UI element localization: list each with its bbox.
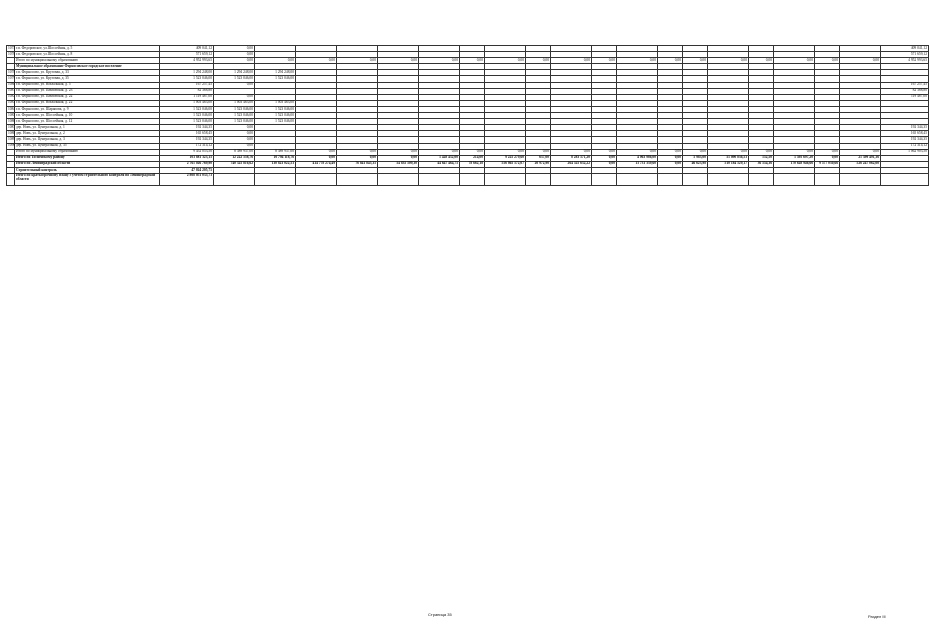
value-cell: 0,00 xyxy=(214,52,255,58)
value-cell: 130 823 022,53 xyxy=(255,161,296,167)
value-cell: 0,00 xyxy=(214,94,255,100)
value-cell: 0,00 xyxy=(485,149,526,155)
address-cell: Итого по муниципальному образованию xyxy=(15,149,160,155)
value-cell: 172 314,12 xyxy=(160,143,214,149)
value-cell xyxy=(749,173,774,185)
value-cell: 0,00 xyxy=(378,155,419,161)
value-cell: 8 283 571,20 xyxy=(551,155,592,161)
value-cell: 0,00 xyxy=(214,137,255,143)
address-cell: дер. Новь, ул. Центральная, д. 35 xyxy=(15,143,160,149)
value-cell: 47 024 205,75 xyxy=(160,167,214,173)
value-cell xyxy=(592,173,617,185)
value-cell: 82 368,80 xyxy=(881,88,929,94)
value-cell: 0,00 xyxy=(658,155,683,161)
value-cell: 0,00 xyxy=(617,58,658,64)
value-cell: 0,00 xyxy=(526,149,551,155)
value-cell: 571 659,12 xyxy=(881,52,929,58)
row-number: 1083 xyxy=(8,100,16,105)
program-table xyxy=(6,45,929,186)
value-cell: 0,00 xyxy=(214,58,255,64)
value-cell: 4 952 993,65 xyxy=(881,58,929,64)
value-cell xyxy=(296,173,337,185)
address-cell: г.п. Форносово, ул. Шарапова, д. 9 xyxy=(15,106,160,112)
row-number: 1086 xyxy=(8,118,16,123)
value-cell: 0,00 xyxy=(815,149,840,155)
value-cell: 1 428 432,00 xyxy=(419,155,460,161)
value-cell: 1 523 046,00 xyxy=(214,76,255,82)
address-cell: Итого по муниципальному образованию xyxy=(15,58,160,64)
value-cell xyxy=(815,173,840,185)
value-cell: 637,00 xyxy=(526,155,551,161)
value-cell: 10 794 118,76 xyxy=(255,155,296,161)
value-cell: 46 623,98 xyxy=(683,161,708,167)
value-cell: 1 523 046,00 xyxy=(255,106,296,112)
value-cell: 571 659,12 xyxy=(160,52,214,58)
value-cell: 0,00 xyxy=(708,149,749,155)
value-cell: 0,00 xyxy=(460,149,485,155)
value-cell: 172 314,12 xyxy=(881,143,929,149)
value-cell: 9 452 053,50 xyxy=(160,149,214,155)
section-label: Раздел III xyxy=(868,614,886,619)
value-cell: 1 003 463,00 xyxy=(214,100,255,106)
value-cell xyxy=(658,173,683,185)
value-cell xyxy=(460,173,485,185)
value-cell: 214,00 xyxy=(460,155,485,161)
value-cell: 192 344,35 xyxy=(160,137,214,143)
value-cell: 192 344,35 xyxy=(881,125,929,131)
row-number: 1090 xyxy=(8,143,16,148)
address-cell: г.п. Форносово, ул. Круговая, д. 35 xyxy=(15,76,160,82)
row-number xyxy=(7,173,15,185)
value-cell xyxy=(881,173,929,185)
value-cell: 0,00 xyxy=(296,155,337,161)
value-cell: 1 523 046,00 xyxy=(160,76,214,82)
value-cell: 1 523 046,00 xyxy=(160,113,214,119)
value-cell xyxy=(617,173,658,185)
value-cell: 1 523 046,00 xyxy=(255,119,296,125)
value-cell: 0,00 xyxy=(840,58,881,64)
row-number: 1087 xyxy=(8,124,16,129)
value-cell xyxy=(419,173,460,185)
value-cell: 1 523 046,00 xyxy=(160,119,214,125)
row-number: 1082 xyxy=(8,94,16,99)
row-number: 1079 xyxy=(8,76,16,81)
value-cell: 0,00 xyxy=(815,155,840,161)
value-cell: 0,00 xyxy=(658,161,683,167)
value-cell xyxy=(526,173,551,185)
value-cell: 21 399 491,36 xyxy=(840,155,881,161)
address-cell: г.п. Форносово, ул. Шоссейная, д. 12 xyxy=(15,119,160,125)
value-cell: 0,00 xyxy=(296,149,337,155)
summary-row xyxy=(7,173,929,185)
address-cell: г.п. Форносово, ул. Павловская, д. 23 xyxy=(15,88,160,94)
row-number: 1084 xyxy=(8,106,16,111)
row-number: 1089 xyxy=(8,137,16,142)
value-cell: 0,00 xyxy=(658,58,683,64)
address-cell: Строительный контроль xyxy=(15,167,160,173)
value-cell: 170 628 946,66 xyxy=(774,161,815,167)
value-cell: 1 595 697,20 xyxy=(774,155,815,161)
row-number: 1088 xyxy=(8,130,16,135)
address-cell: Итого по Тосненскому району xyxy=(15,155,160,161)
value-cell: 0,00 xyxy=(617,149,658,155)
value-cell: 1 294 248,00 xyxy=(160,70,214,76)
value-cell: 0,00 xyxy=(749,58,774,64)
value-cell: 0,00 xyxy=(214,46,255,52)
value-cell: 0,00 xyxy=(460,58,485,64)
value-cell: 103 881 323,15 xyxy=(160,155,214,161)
value-cell xyxy=(214,173,255,185)
value-cell: 78 662,18 xyxy=(460,161,485,167)
value-cell: 1 119 487,00 xyxy=(160,94,214,100)
value-cell: 0,00 xyxy=(378,58,419,64)
value-cell: 0,00 xyxy=(337,155,378,161)
value-cell: 0,00 xyxy=(683,149,708,155)
value-cell: 264 525 632,22 xyxy=(551,161,592,167)
value-cell: 167 257,45 xyxy=(160,82,214,88)
row-number: 1080 xyxy=(8,82,16,87)
value-cell: 0,00 xyxy=(592,161,617,167)
value-cell: 0,00 xyxy=(551,149,592,155)
value-cell: 0,00 xyxy=(214,131,255,137)
value-cell: 0,00 xyxy=(749,149,774,155)
value-cell: 8 389 937,00 xyxy=(255,149,296,155)
value-cell: 0,00 xyxy=(378,149,419,155)
row-number: 1075 xyxy=(8,45,16,50)
value-cell: 0,00 xyxy=(296,58,337,64)
value-cell: 167 257,45 xyxy=(881,82,929,88)
value-cell: 0,00 xyxy=(708,58,749,64)
value-cell: 1 523 046,00 xyxy=(214,113,255,119)
address-cell: г.п. Форносово, ул. Шоссейная, д. 10 xyxy=(15,113,160,119)
value-cell: 192 344,35 xyxy=(160,125,214,131)
value-cell: 0,00 xyxy=(337,58,378,64)
value-cell: 1 294 248,00 xyxy=(214,70,255,76)
value-cell: 1 523 046,00 xyxy=(160,106,214,112)
row-number: 1085 xyxy=(8,112,16,117)
value-cell: 409 041,12 xyxy=(160,46,214,52)
value-cell: 510 184 529,17 xyxy=(708,161,749,167)
value-cell xyxy=(840,173,881,185)
value-cell: 2 808 051 035,73 xyxy=(160,173,214,185)
page-number: Страница 35 xyxy=(428,612,452,617)
value-cell xyxy=(551,173,592,185)
value-cell: 8 389 937,00 xyxy=(214,149,255,155)
value-cell xyxy=(485,173,526,185)
value-cell: 0,00 xyxy=(419,149,460,155)
value-cell: 36 554,36 xyxy=(749,161,774,167)
value-cell: 1 523 046,00 xyxy=(255,76,296,82)
value-cell: 0,00 xyxy=(683,58,708,64)
value-cell: 9 225 279,60 xyxy=(485,155,526,161)
value-cell: 1 523 046,00 xyxy=(214,106,255,112)
value-cell: 119 487,00 xyxy=(881,94,929,100)
value-cell: 409 041,12 xyxy=(881,46,929,52)
address-cell: дер. Новь, ул. Центральная, д. 1 xyxy=(15,125,160,131)
value-cell: 556 865 572,07 xyxy=(485,161,526,167)
value-cell: 0,00 xyxy=(526,58,551,64)
value-cell: 165 658,45 xyxy=(881,131,929,137)
value-cell xyxy=(708,173,749,185)
address-cell: г.п. Форносово, ул. Павловская, д. 22 xyxy=(15,94,160,100)
value-cell: 0,00 xyxy=(592,155,617,161)
value-cell: 1 523 046,00 xyxy=(214,119,255,125)
value-cell: 526 247 062,00 xyxy=(840,161,881,167)
value-cell: 51 090 836,53 xyxy=(708,155,749,161)
value-cell xyxy=(337,173,378,185)
address-cell: г.п. Форносово, ул. Вокзальная, д. 5 xyxy=(15,82,160,88)
address-cell: дер. Новь, ул. Центральная, д. 2 xyxy=(15,131,160,137)
value-cell: 192 344,35 xyxy=(881,137,929,143)
value-cell: 1 062 903,50 xyxy=(881,149,929,155)
value-cell: 0,00 xyxy=(774,149,815,155)
value-cell: 0,00 xyxy=(337,149,378,155)
value-cell xyxy=(378,173,419,185)
value-cell xyxy=(683,173,708,185)
value-cell: 0,00 xyxy=(419,58,460,64)
value-cell: 0,00 xyxy=(551,58,592,64)
address-cell: дер. Новь, ул. Центральная, д. 3 xyxy=(15,137,160,143)
value-cell: 44 647 464,75 xyxy=(419,161,460,167)
address-cell: Итого по Ленинградской области xyxy=(15,161,160,167)
value-cell: 13 731 339,60 xyxy=(617,161,658,167)
value-cell: 1 523 046,00 xyxy=(255,113,296,119)
address-cell: г.п. Форносово, ул. Вокзальная, д. 22 xyxy=(15,100,160,106)
value-cell: 0,00 xyxy=(815,58,840,64)
value-cell: 152,50 xyxy=(749,155,774,161)
value-cell: 0,00 xyxy=(214,143,255,149)
value-cell: 4 063 986,00 xyxy=(617,155,658,161)
value-cell: 54 835 509,30 xyxy=(378,161,419,167)
value-cell: 0,00 xyxy=(592,149,617,155)
value-cell: 5 983,00 xyxy=(683,155,708,161)
value-cell: 740 325 816,62 xyxy=(214,161,255,167)
value-cell: 76 841 845,35 xyxy=(337,161,378,167)
value-cell: 9 577 030,66 xyxy=(815,161,840,167)
address-cell: Муниципальное образование Форносовское городское поселение xyxy=(15,64,160,70)
value-cell: 2 761 026 769,90 xyxy=(160,161,214,167)
value-cell: 0,00 xyxy=(774,58,815,64)
value-cell: 0,00 xyxy=(214,125,255,131)
value-cell: 82 368,80 xyxy=(160,88,214,94)
row-number: 1081 xyxy=(8,88,16,93)
value-cell: 12 222 558,76 xyxy=(214,155,255,161)
address-cell: г.п. Форносово, ул. Круговая, д. 33 xyxy=(15,70,160,76)
value-cell: 1 003 463,00 xyxy=(255,100,296,106)
value-cell: 1 294 248,00 xyxy=(255,70,296,76)
value-cell: 0,00 xyxy=(840,149,881,155)
value-cell xyxy=(255,173,296,185)
value-cell: 0,00 xyxy=(214,82,255,88)
row-number: 1078 xyxy=(8,70,16,75)
value-cell: 165 658,45 xyxy=(160,131,214,137)
value-cell: 4 952 993,65 xyxy=(160,58,214,64)
value-cell: 0,00 xyxy=(255,58,296,64)
value-cell: 0,00 xyxy=(485,58,526,64)
value-cell: 0,00 xyxy=(592,58,617,64)
value-cell xyxy=(774,173,815,185)
value-cell: 20 972,90 xyxy=(526,161,551,167)
address-cell: Итого по краткосрочному плану с учетом строительного контроля по Ленинградской области xyxy=(15,173,160,185)
value-cell: 1 003 463,00 xyxy=(160,100,214,106)
row-number: 1076 xyxy=(8,51,16,56)
value-cell: 0,00 xyxy=(658,149,683,155)
address-cell: г.п. Федоровское, ул.Шоссейная, д. 5 xyxy=(15,46,160,52)
address-cell: г.п. Федоровское, ул.Шоссейная, д. 8 xyxy=(15,52,160,58)
value-cell: 414 778 274,49 xyxy=(296,161,337,167)
